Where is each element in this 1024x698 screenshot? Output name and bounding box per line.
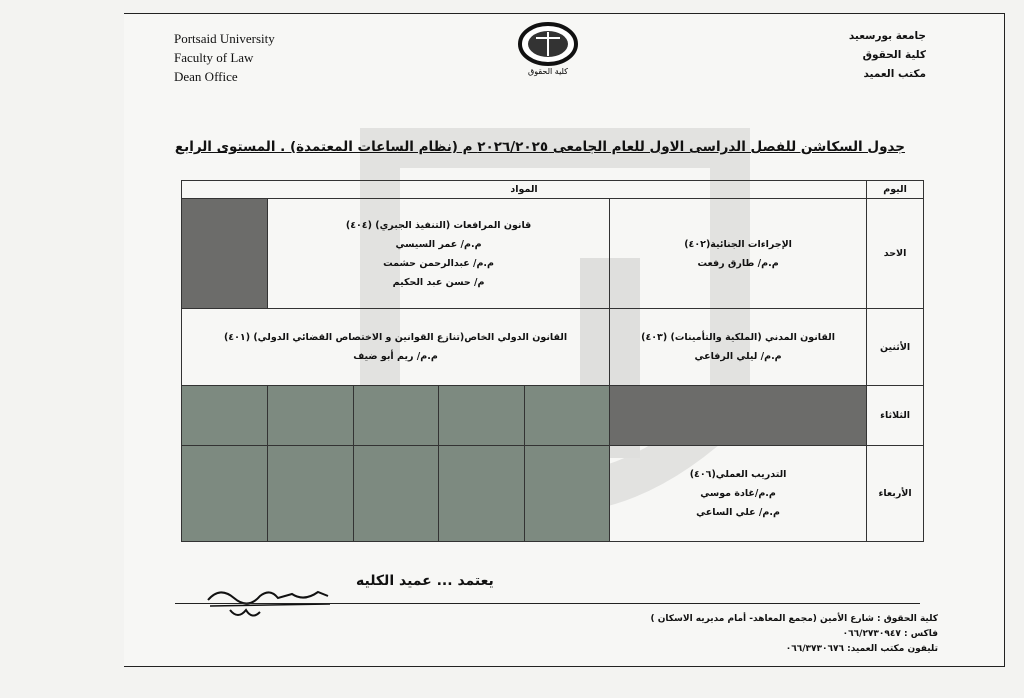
course-name: التدريب العملي(٤٠٦) — [689, 469, 787, 480]
session-cell — [610, 446, 867, 542]
instructor-name: م.م/غادة موسي — [700, 488, 776, 499]
day-monday: الأثنين — [867, 309, 924, 386]
footer-address: كلية الحقوق : شارع الأمين (مجمع المعاهد- أمام مديريه الاسكان ) — [650, 614, 938, 624]
schedule-table — [181, 180, 924, 542]
empty-slot-shaded — [439, 446, 525, 542]
empty-slot-shaded — [525, 446, 610, 542]
empty-slot-shaded — [268, 446, 354, 542]
empty-slot-shaded — [268, 386, 354, 446]
day-wednesday: الأربعاء — [867, 446, 924, 542]
header-english — [174, 29, 275, 86]
instructor-name: م.م/ طارق رفعت — [697, 257, 779, 269]
office-name-ar: مكتب العميد — [863, 68, 926, 80]
faculty-logo — [516, 20, 580, 78]
session-cell — [610, 199, 867, 309]
header-arabic — [849, 27, 926, 84]
session-cell — [610, 309, 867, 386]
col-subjects-header: المواد — [182, 181, 867, 199]
table-row — [182, 309, 924, 386]
faculty-name-ar: كلية الحقوق — [862, 49, 926, 61]
dean-signature — [200, 580, 340, 624]
instructor-name: م.م/ عبدالرحمن حشمت — [383, 257, 495, 269]
empty-slot-shaded — [439, 386, 525, 446]
empty-slot-shaded — [354, 386, 439, 446]
empty-slot-shaded — [182, 446, 268, 542]
day-sunday: الاحد — [867, 199, 924, 309]
footer-fax: فاكس : ٠٦٦/٢٧٣٠٩٤٧ — [842, 629, 938, 639]
office-name-en: Dean Office — [174, 69, 238, 84]
svg-text:كلية الحقوق: كلية الحقوق — [528, 67, 568, 76]
university-name-en: Portsaid University — [174, 31, 275, 46]
footer-contact — [650, 612, 938, 657]
session-cell — [268, 199, 610, 309]
dean-approval-label: يعتمد ... عميد الكليه — [356, 573, 494, 589]
empty-slot-shaded — [525, 386, 610, 446]
instructor-name: م.م/ ليلي الرفاعي — [694, 351, 782, 362]
table-row — [182, 446, 924, 542]
course-name: القانون الدولي الخاص(تنازع القوانين و الاختصاص القضائي الدولي) (٤٠١) — [223, 332, 568, 343]
footer-separator — [175, 603, 920, 604]
table-row — [182, 199, 924, 309]
empty-slot-shaded — [182, 386, 268, 446]
empty-slot-shaded — [354, 446, 439, 542]
course-name: قانون المرافعات (التنفيذ الجبري) (٤٠٤) — [345, 219, 532, 231]
course-name: الإجراءات الجنائية(٤٠٢) — [684, 238, 792, 250]
instructor-name: م.م/ ريم أبو ضيف — [353, 351, 438, 362]
table-header-row — [182, 181, 924, 199]
col-day-header: اليوم — [867, 181, 924, 199]
university-name-ar: جامعة بورسعيد — [848, 30, 926, 42]
faculty-name-en: Faculty of Law — [174, 50, 254, 65]
course-name: القانون المدني (الملكية والتأمينات) (٤٠٣) — [641, 332, 835, 343]
empty-slot-shaded — [610, 386, 867, 446]
instructor-name: م/ حسن عبد الحكيم — [392, 276, 485, 288]
session-cell — [182, 309, 610, 386]
schedule-title: جدول السكاشن للفصل الدراسى الاول للعام الجامعى ٢٠٢٦/٢٠٢٥ م (نظام الساعات المعتمدة) . المستوى الرابع — [174, 139, 905, 155]
day-tuesday: الثلاثاء — [867, 386, 924, 446]
footer-phone: تليفون مكتب العميد: ٠٦٦/٣٧٣٠٦٧٦ — [785, 644, 938, 654]
table-row — [182, 386, 924, 446]
instructor-name: م.م/ علي الساعي — [696, 507, 780, 518]
instructor-name: م.م/ عمر السيسي — [395, 238, 482, 250]
empty-slot-shaded — [182, 199, 268, 309]
